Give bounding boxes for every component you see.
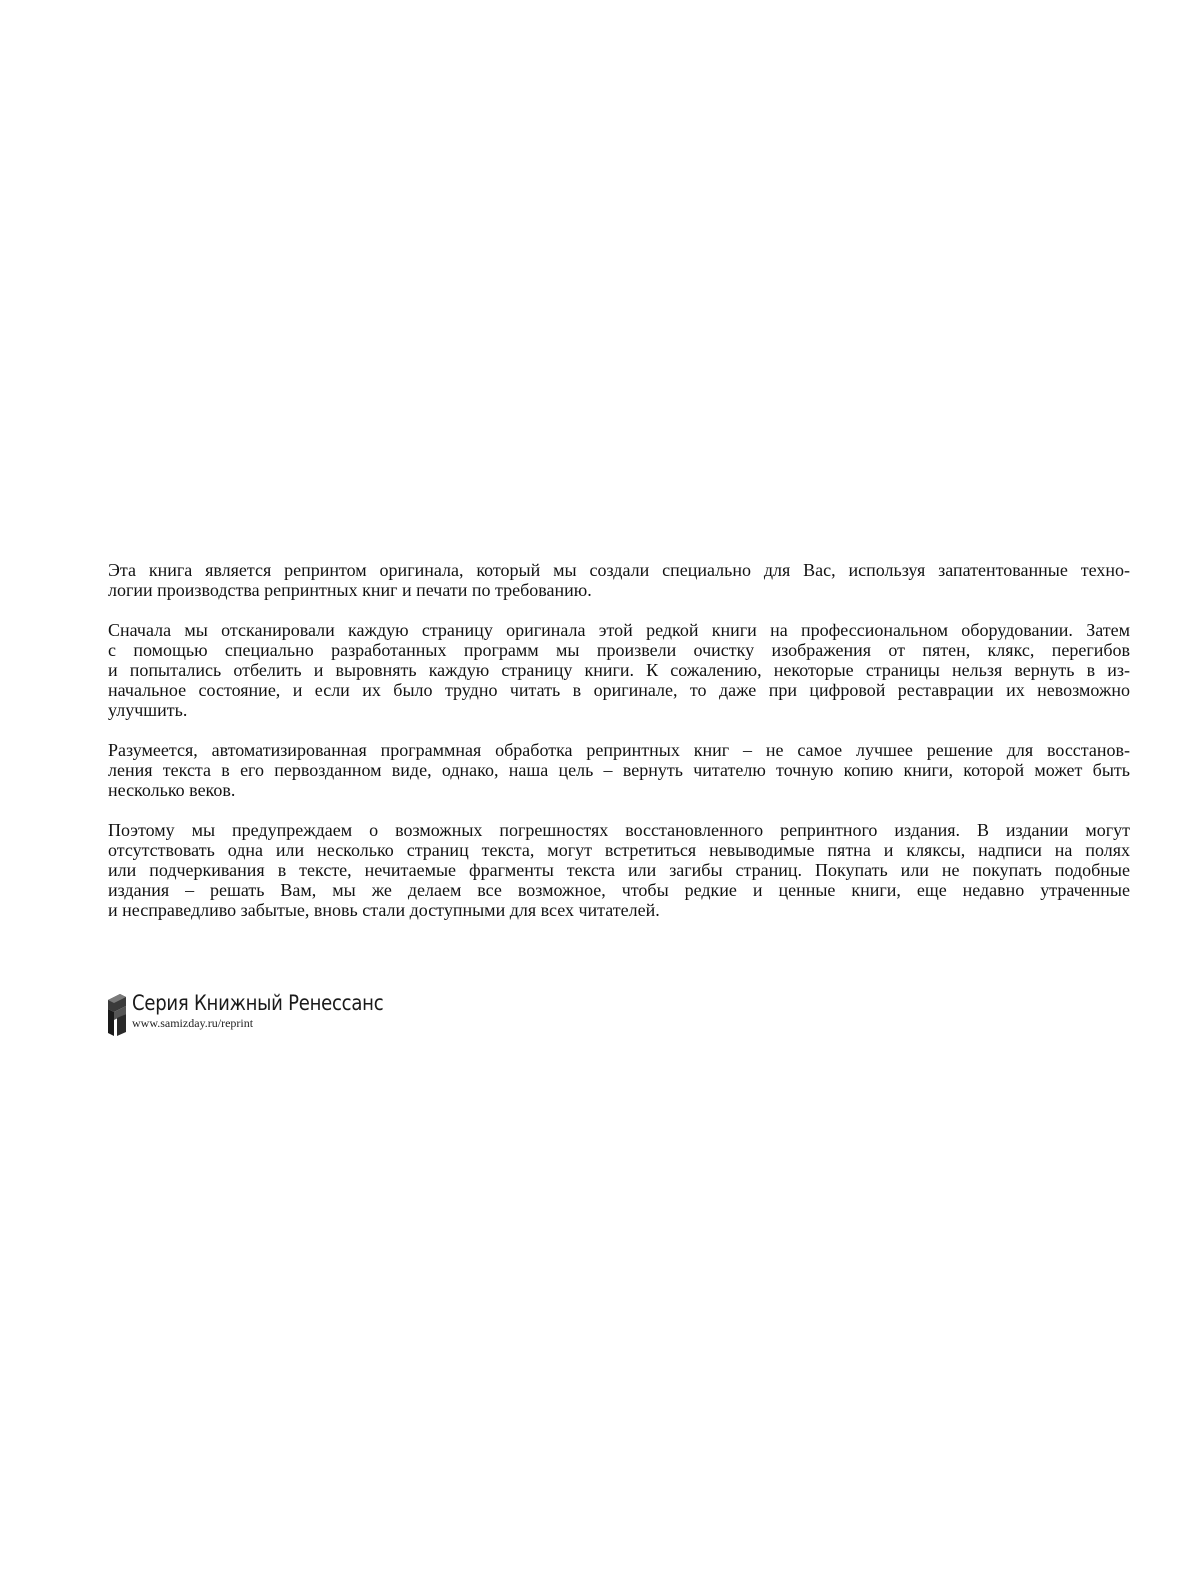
paragraph-4 [108,820,1130,920]
paragraph-line: Эта книга является репринтом оригинала, который мы создали специально для Вас, используя запатентованные техно- [108,560,1130,580]
notice-text [108,560,1130,940]
paragraph-line: отсутствовать одна или несколько страниц текста, могут встретиться невыводимые пятна и кляксы, надписи на полях [108,840,1130,860]
paragraph-line: и несправедливо забытые, вновь стали доступными для всех читателей. [108,900,660,920]
paragraph-line: или подчеркивания в тексте, нечитаемые фрагменты текста или загибы страниц. Покупать или не покупать подобные [108,860,1130,880]
paragraph-line: с помощью специально разработанных программ мы произвели очистку изображения от пятен, клякс, перегибов [108,640,1130,660]
book-series-logo-icon [106,990,128,1038]
paragraph-line: Разумеется, автоматизированная программная обработка репринтных книг – не самое лучшее решение для восстанов- [108,740,1130,760]
series-logo [106,990,424,1038]
paragraph-3 [108,740,1130,800]
paragraph-line: ления текста в его первозданном виде, однако, наша цель – вернуть читателю точную копию книги, которой может быть [108,760,1130,780]
paragraph-line: и попытались отбелить и выровнять каждую страницу книги. К сожалению, некоторые страницы нельзя вернуть в из- [108,660,1130,680]
paragraph-line: Сначала мы отсканировали каждую страницу оригинала этой редкой книги на профессиональном оборудовании. Затем [108,620,1130,640]
series-title: Серия Книжный Ренессанс [132,991,384,1015]
paragraph-line: Поэтому мы предупреждаем о возможных погрешностях восстановленного репринтного издания. В издании могут [108,820,1130,840]
paragraph-line: логии производства репринтных книг и печати по требованию. [108,580,592,600]
paragraph-line: начальное состояние, и если их было трудно читать в оригинале, то даже при цифровой реставрации их невозможно [108,680,1130,700]
paragraph-line: издания – решать Вам, мы же делаем все возможное, чтобы редкие и ценные книги, еще недавно утраченные [108,880,1130,900]
paragraph-2 [108,620,1130,720]
paragraph-line: улучшить. [108,700,188,720]
series-url: www.samizday.ru/reprint [132,1016,254,1030]
paragraph-1 [108,560,1130,600]
paragraph-line: несколько веков. [108,780,236,800]
